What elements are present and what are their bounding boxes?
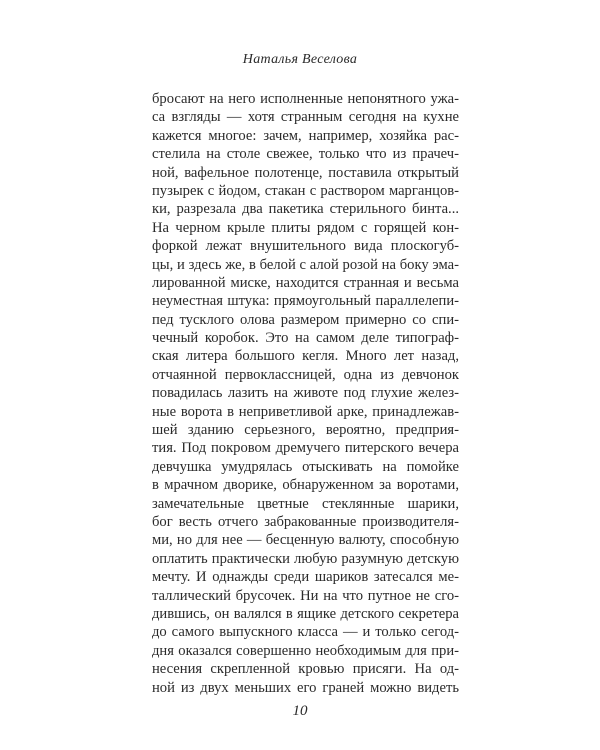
text-line: бог весть отчего забракованные производителя- (152, 513, 459, 530)
text-line: ки, разрезала два пакетика стерильного бинта... (152, 201, 459, 218)
text-line: форкой лежат внушительного вида плоскогуб- (152, 238, 459, 255)
text-line: в мрачном дворике, обнаруженном за воротами, (152, 477, 459, 494)
text-line: повадилась лазить на животе под глухие желез- (152, 385, 459, 402)
text-line: ной из двух меньших его граней можно видеть (152, 679, 459, 696)
text-line: тия. Под покровом дремучего питерского вечера (152, 440, 459, 457)
text-line: таллический брусочек. Ни на что путное не сго- (152, 587, 459, 604)
text-line: бросают на него исполненные непонятного ужа- (152, 91, 459, 107)
text-line: замечательные цветные стеклянные шарики, (152, 495, 459, 512)
text-line: шей зданию серьезного, вероятно, предприя- (152, 422, 459, 439)
text-line: пед тусклого олова размером примерно со спи- (152, 311, 459, 328)
text-line: са взгляды — хотя странным сегодня на кухне (152, 109, 459, 126)
text-line: ной, вафельное полотенце, поставила открытый (152, 164, 459, 181)
text-line: лированной миске, находится странная и весьма (152, 274, 459, 291)
text-line: до самого выпускного класса — и только сегод- (152, 624, 459, 641)
text-line: ми, но для нее — бесценную валюту, способную (152, 532, 459, 549)
text-line: ская литера большого кегля. Много лет назад, (152, 348, 459, 365)
page-number: 10 (292, 703, 308, 719)
text-line: На черном крыле плиты рядом с горящей кон- (152, 219, 459, 236)
text-line: отчаянной первоклассницей, одна из девчонок (152, 366, 459, 383)
text-line: цы, и здесь же, в белой с алой розой на боку эма- (152, 256, 459, 273)
text-line: ные ворота в неприветливой арке, принадлежав- (152, 403, 459, 420)
body-text (152, 90, 459, 697)
text-line: стелила на столе свежее, только что из прачеч- (152, 146, 459, 163)
running-header-author: Наталья Веселова (242, 52, 358, 67)
text-line: оплатить практически любую разумную детскую (152, 550, 459, 567)
text-line: дня оказался совершенно необходимым для при- (152, 642, 459, 659)
text-line: девчушка умудрялась отыскивать на помойке (152, 458, 459, 475)
text-line: пузырек с йодом, стакан с раствором марганцов- (152, 182, 459, 199)
text-line: несения скрепленной кровью присяги. На од- (152, 661, 459, 678)
text-line: чечный коробок. Это на самом деле типограф- (152, 330, 459, 347)
text-line: дившись, он валялся в ящике детского секретера (152, 605, 459, 622)
text-line: кажется многое: зачем, например, хозяйка рас- (152, 127, 459, 144)
text-line: неуместная штука: прямоугольный параллелепи- (152, 293, 459, 310)
text-line: мечту. И однажды среди шариков затесался ме- (152, 569, 459, 586)
